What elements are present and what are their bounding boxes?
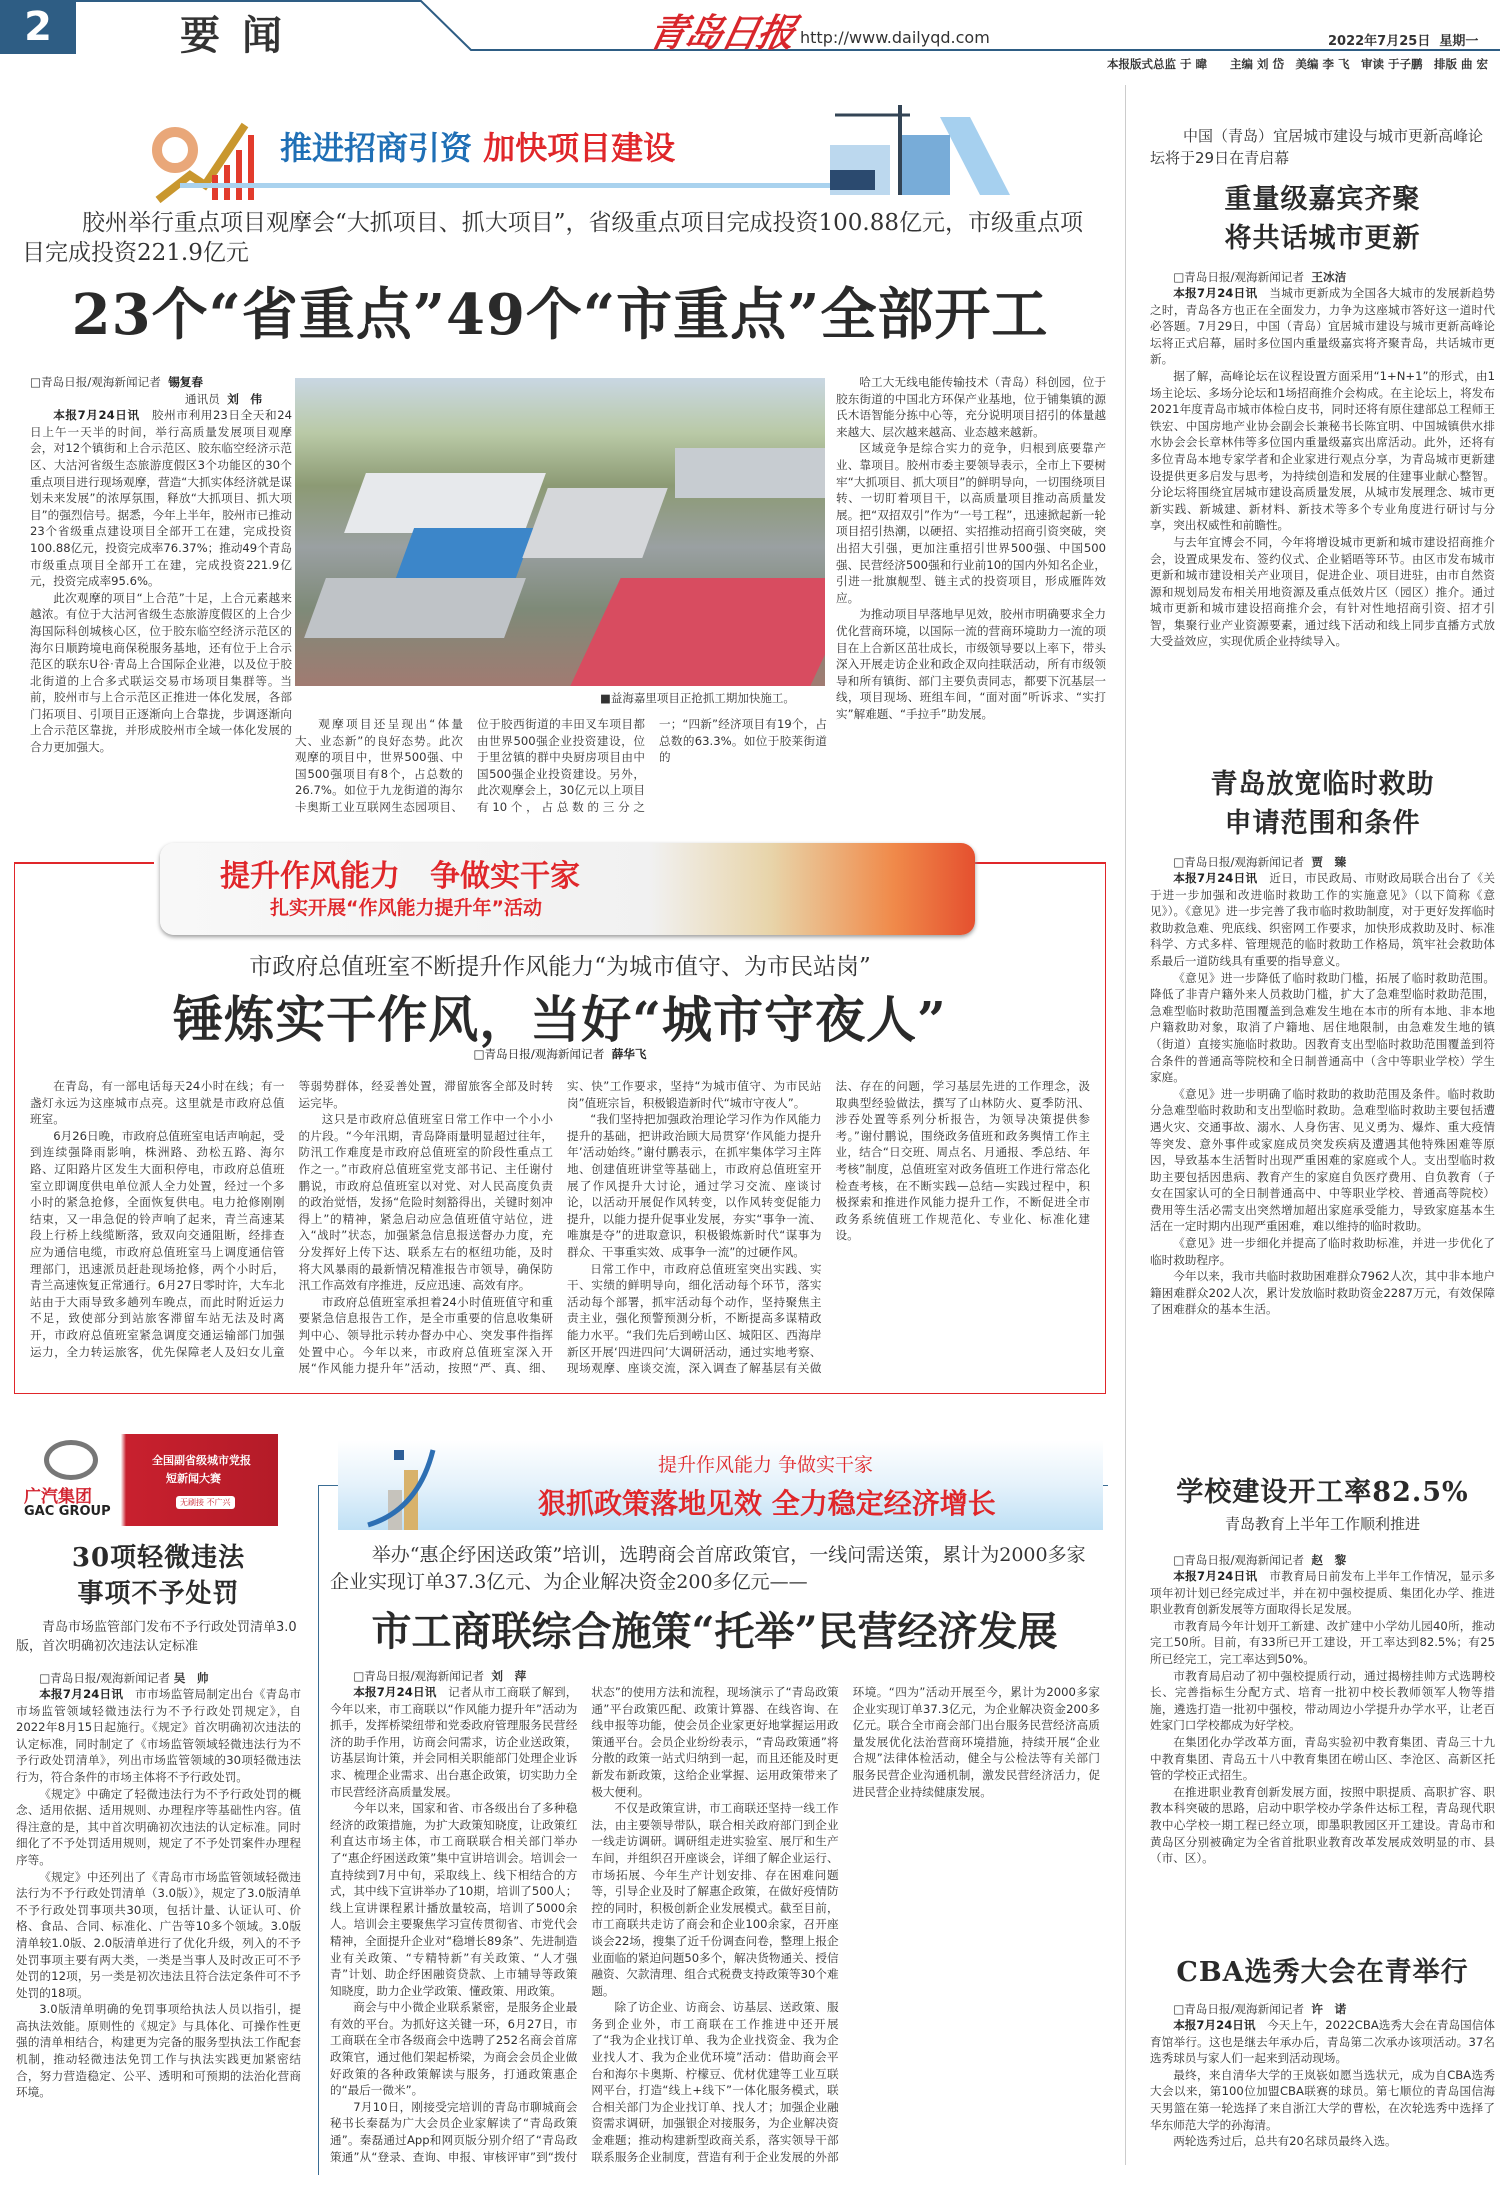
relief-article bbox=[1150, 762, 1495, 1430]
banner-underline bbox=[180, 183, 840, 188]
paragraph-text: 今天上午，2022CBA选秀大会在青岛国信体育馆举行。这也是继去年承办后，青岛第二次承办该项活动。37名选秀球员与家人们一起来到活动现场。 bbox=[1150, 2018, 1495, 2066]
byline-label: □青岛日报/观海新闻记者 bbox=[1173, 855, 1304, 869]
top-banner bbox=[150, 95, 1100, 205]
paragraph-text: 《意见》进一步降低了临时救助门槛，拓展了临时救助范围。降低了非青户籍外来人员救助门槛，扩大了急难型临时救助范围，急难型临时救助范围覆盖到急难发生地在本市的所有本地、非本地户籍救助对象，取消了户籍地、居住地限制，由急难发生地的镇（街道）直接实施临时救助。因教育支出型临时救助范围覆盖到符合条件的普通高等院校和全日制普通高中（含中等职业学校）学生家庭。 bbox=[1150, 970, 1495, 1085]
paragraph bbox=[1150, 2133, 1495, 2150]
education-article bbox=[1150, 1470, 1495, 1938]
paragraph-text: 最终，来自清华大学的王岚嵚如愿当选状元，成为自CBA选秀大会以来，第100位加盟CBA联赛的球员。第七顺位的青岛国信海天男篮在第一轮选择了来自浙江大学的曹松，在次轮选秀中选择了华东师范大学的孙海清。 bbox=[1150, 2067, 1495, 2132]
ad-slogan: 无刷接 不广兴 bbox=[176, 1496, 235, 1509]
paragraph bbox=[16, 1869, 301, 2002]
nightwatch-subtitle: 市政府总值班室不断提升作风能力“为城市值守、为市民站岗” bbox=[249, 954, 871, 980]
photo-caption: ■益海嘉里项目正抢抓工期加快施工。 bbox=[600, 691, 795, 705]
paragraph-text: 除了访企业、访商会、访基层、送政策、服务到企业外，市工商联在工作推进中还开展了“我为企业找订单、我为企业找资金、我为企业找人才、我为企业优环境”活动：借助商会平台和海尔卡奥斯、柠檬豆、优材优建等工业互联网平台，打造“线上+线下”一体化服务模式，联合相关部门为企业找订单、找人才；加强企业融资需求调研，加强银企对接服务，为企业解决资金难题；推动构建新型政商关系，落实领导干部联系服务企业制度，营造有利于企业发展的外部环境。“四为”活动开展至今，累计为2000多家企业实现订单37.3亿元，为企业解决资金200多亿元。联合全市商会部门出台服务民营经济高质量发展优化法治营商环境措施，持续开展“企业合规”法律体检活动，健全与公检法等有关部门服务民营企业沟通机制，激发民营经济活力，促进民营企业持续健康发展。 bbox=[591, 1685, 1100, 2164]
paragraph bbox=[1150, 285, 1495, 368]
paragraph bbox=[1150, 1235, 1495, 1268]
federation-body-wrap bbox=[330, 1668, 1100, 2173]
forum-kicker: 中国（青岛）宜居城市建设与城市更新高峰论坛将于29日在青启幕 bbox=[1150, 127, 1484, 167]
byline-author: 薛华飞 bbox=[611, 1047, 647, 1061]
byline-author-2: 刘 伟 bbox=[227, 391, 262, 406]
article-body bbox=[1150, 870, 1495, 1318]
cba-article bbox=[1150, 1950, 1495, 2150]
paragraph-text: 在青岛，有一部电话每天24小时在线；有一盏灯永远为这座城市点亮。这里就是市政府总值班室。 bbox=[30, 1079, 285, 1127]
federation-divider bbox=[318, 1485, 319, 2175]
paragraph bbox=[1150, 2017, 1495, 2067]
ad-brand-en: GAC GROUP bbox=[24, 1504, 111, 1519]
paragraph-text: 胶州市利用23日全天和24日上午一天半的时间，举行高质量发展项目观摩会，对12个镇街和上合示范区、胶东临空经济示范区、大沽河省级生态旅游度假区3个功能区的30个重点项目进行现场观摩，营造“大抓实体经济就是谋划未来发展”的浓厚氛围，释放“大抓项目、抓大项目”的强烈信号。据悉，今年上半年，胶州市已推动23个省级重点建设项目全部开工在建，完成投资100.88亿元，投资完成率76.37%；推动49个青岛市级重点项目全部开工在建，完成投资221.9亿元，投资完成率95.6%。 bbox=[30, 408, 292, 589]
nightwatch-body bbox=[30, 1078, 1090, 1384]
paragraph bbox=[30, 590, 292, 756]
article-body bbox=[330, 1684, 1100, 2172]
education-headline: 学校建设开工率82.5% bbox=[1176, 1477, 1469, 1508]
cba-headline: CBA选秀大会在青举行 bbox=[1176, 1957, 1469, 1988]
main-headline: 23个“省重点”49个“市重点”全部开工 bbox=[71, 282, 1049, 348]
byline-author: 许 诺 bbox=[1311, 2002, 1347, 2016]
byline-author: 锡复春 bbox=[168, 375, 203, 389]
paragraph bbox=[1150, 970, 1495, 1086]
editorial-credits: 本报版式总监 于 暐 主编 刘 岱 美编 李 飞 审读 于子鹏 排版 曲 宏 bbox=[1106, 57, 1488, 71]
relief-headline-line1: 青岛放宽临时救助 bbox=[1210, 769, 1435, 800]
byline-author: 刘 萍 bbox=[491, 1669, 527, 1683]
paragraph-text: 今年以来，我市共临时救助困难群众7962人次，其中非本地户籍困难群众202人次，累计发放临时救助资金2287万元，有效保障了困难群众的基本生活。 bbox=[1150, 1269, 1495, 1317]
dateline: 本报7月24日讯 bbox=[1173, 286, 1258, 300]
website-url: http://www.dailyqd.com bbox=[800, 28, 990, 47]
dateline: 本报7月24日讯 bbox=[53, 408, 140, 423]
article-body bbox=[1150, 2017, 1495, 2150]
gac-ad-banner[interactable] bbox=[16, 1434, 278, 1526]
paragraph-text: 日常工作中，市政府总值班室突出实践、实干、实绩的鲜明导向，细化活动每个环节，落实活动每个部署，抓牢活动每个动作，坚持聚焦主责主业，强化预警预测分析，不断提高多谋精政能力水平。“我们先后到崂山区、城阳区、西海岸新区开展‘四进四问’大调研活动，通过实地考察、现场观摩、座谈交流，深入调查了解基层有关做法、存在的问题，学习基层先进的工作理念，汲取典型经验做法，撰写了山林防火、夏季防汛、涉吞处置等系列分析报告，为领导决策提供参考。”谢付鹏说，围绕政务值班和政务舆情工作主业，结合“日交班、周点名、月通报、季总结、年考核”制度，总值班室对政务值班工作进行常态化检查考核，在不断实践—总结—实践过程中，积极探索和推进作风能力提升工作，不断促进全市政务系统值班工作规范化、专业化、标准化建设。 bbox=[567, 1079, 1090, 1376]
paragraph bbox=[1150, 1568, 1495, 1618]
nightwatch-banner bbox=[160, 843, 975, 935]
article-body bbox=[836, 374, 1106, 722]
paragraph-text: 哈工大无线电能传输技术（青岛）科创园，位于胶东街道的中国北方环保产业基地，位于铺集镇的源氏木语智能分拣中心等，充分说明项目招引的体量越来越大、层次越来越高、业态越来越新。 bbox=[836, 375, 1106, 439]
byline-author: 王冰洁 bbox=[1311, 270, 1347, 284]
banner-right-text: 加快项目建设 bbox=[483, 129, 676, 167]
federation-headline: 市工商联综合施策“托举”民营经济发展 bbox=[371, 1608, 1058, 1655]
paragraph-text: 商会与中小微企业联系紧密，是服务企业最有效的平台。为抓好这关键一环，6月27日，市工商联在全市各级商会中选聘了252名商会首席政策官，通过他们架起桥梁，为商会会员企业做好政策的各种政策解读与服务，打通政策惠企的“最后一微米”。 bbox=[330, 2000, 578, 2098]
federation-banner-top: 提升作风能力 争做实干家 bbox=[658, 1454, 874, 1476]
banner-left-text: 推进招商引资 bbox=[280, 129, 473, 167]
byline-label: □青岛日报/观海新闻记者 bbox=[30, 375, 161, 389]
penalty-article bbox=[16, 1540, 301, 2186]
paragraph bbox=[1150, 368, 1495, 534]
coins-growth-icon bbox=[338, 1440, 438, 1530]
paragraph-text: 为推动项目早落地早见效，胶州市明确要求全力优化营商环境，以国际一流的营商环境助力一流的项目在上合新区茁壮成长，市级领导要以上率下，带头深入开展走访企业和政企双向挂联活动，所有市级领导和所有镇街、部门主要负责同志，都要下沉基层一线，项目现场、班组车间，“面对面”听诉求、“实打实”解难题、“手拉手”助发展。 bbox=[836, 607, 1106, 721]
paragraph-text: 《规定》中确定了轻微违法行为不予行政处罚的概念、适用依据、适用规则、办理程序等基础性内容。值得注意的是，其中首次明确初次违法的认定标准。同时细化了不予处罚适用规则，规定了不予处罚案件办理程序等。 bbox=[16, 1786, 301, 1867]
byline-author: 赵 黎 bbox=[1311, 1553, 1347, 1567]
article-body bbox=[30, 1078, 1090, 1384]
ad-line1: 全国副省级城市党报 bbox=[152, 1454, 251, 1467]
paragraph bbox=[567, 1111, 822, 1260]
paragraph bbox=[1150, 2067, 1495, 2133]
paragraph bbox=[836, 374, 1106, 440]
relief-headline-line2: 申请范围和条件 bbox=[1224, 808, 1421, 839]
paragraph-text: 两轮选秀过后，总共有20名球员最终入选。 bbox=[1173, 2134, 1397, 2149]
paragraph bbox=[295, 716, 827, 816]
byline-label: □青岛日报/观海新闻记者 bbox=[1173, 1553, 1304, 1567]
paragraph-text: 观摩项目还呈现出“体量大、业态新”的良好态势。此次观摩的项目中，世界500强、中国500强项目有8个，占总数的26.7%。如位于九龙街道的海尔卡奥斯工业互联网生态园项目、位于胶西街道的丰田叉车项目都由世界500强企业投资建设，位于里岔镇的群中央厨房项目由中国500强企业投资建设。另外，此次观摩会上，30亿元以上项目有10个，占总数的三分之一；“四新”经济项目有19个，占总数的63.3%。如位于胶莱街道的 bbox=[295, 717, 827, 814]
paragraph bbox=[591, 1800, 838, 1999]
paragraph bbox=[330, 1800, 577, 1999]
dateline: 本报7月24日讯 bbox=[353, 1685, 437, 1699]
paragraph-text: 《规定》中还列出了《青岛市市场监管领域轻微违法行为不予行政处罚清单（3.0版）》，规定了3.0版清单不予行政处罚事项共30项，包括计量、认证认可、价格、食品、合同、标准化、广告等10多个领域。3.0版清单较1.0版、2.0版清单进行了优化升级，列入的不予处罚事项主要有两大类，一类是当事人及时改正可不予处罚的12项，另一类是初次违法且符合法定条件可不予处罚的18项。 bbox=[16, 1869, 301, 2000]
paragraph bbox=[1150, 1268, 1495, 1318]
paragraph bbox=[1150, 1668, 1495, 1734]
paragraph-text: 市市场监管局制定出台《青岛市市场监管领域轻微违法行为不予行政处罚规定》，自2022年8月15日起施行。《规定》首次明确初次违法的认定标准，同时制定了《市场监管领域轻微违法行为不予行政处罚清单》，列出市场监管领域的30项轻微违法行为，符合条件的市场主体将不予行政处罚。 bbox=[16, 1687, 301, 1784]
paragraph bbox=[1150, 534, 1495, 650]
right-column-divider bbox=[1125, 85, 1126, 2165]
ad-line2: 短新闻大赛 bbox=[166, 1472, 221, 1485]
issue-date bbox=[1328, 30, 1478, 49]
paragraph-text: 市教育局今年计划开工新建、改扩建中小学幼儿园40所，推动完工50所。目前，有33所已开工建设，开工率达到82.5%；有25所已经完工，完工率达到50%。 bbox=[1150, 1618, 1495, 1666]
paragraph bbox=[16, 1686, 301, 1786]
paragraph-text: 区域竞争是综合实力的竞争，归根到底要靠产业、靠项目。胶州市委主要领导表示，全市上下要树牢“大抓项目、抓大项目”的鲜明导向，一切围绕项目转、一切盯着项目干，以高质量项目推动高质量发展。把“双招双引”作为“一号工程”，迅速掀起新一轮项目招引热潮，以硬招、实招推动招商引资突破，突出招大引强，更加注重招引世界500强、中国500强、民营经济500强和行业前10的国内外知名企业，引进一批旗舰型、链主式的投资项目，形成雁阵效应。 bbox=[836, 441, 1106, 605]
main-subtitle: 胶州举行重点项目观摩会“大抓项目、抓大项目”，省级重点项目完成投资100.88亿元，市级重点项目完成投资221.9亿元 bbox=[22, 210, 1083, 266]
byline-author: 吴 帅 bbox=[173, 1671, 209, 1685]
paragraph-text: 3.0版清单明确的免罚事项给执法人员以指引，提高执法效能。原则性的《规定》与具体化、可操作性更强的清单相结合，构建更为完备的服务型执法工作配套机制，推动轻微违法免罚工作与执法实践更加紧密结合，努力营造稳定、公平、透明和可预期的法治化营商环境。 bbox=[16, 2002, 301, 2100]
paragraph bbox=[330, 1999, 577, 2099]
paragraph bbox=[836, 440, 1106, 606]
paragraph-text: 市教育局日前发布上半年工作情况，显示多项年初计划已经完成过半，并在初中强校提质、集团化办学、推进职业教育创新发展等方面取得长足发展。 bbox=[1150, 1569, 1495, 1617]
paragraph bbox=[16, 2001, 301, 2101]
paragraph-text: 不仅是政策宣讲，市工商联还坚持一线工作法，由主要领导带队，联合相关政府部门到企业一线走访调研。调研组走进实验室、展厅和生产车间，并组织召开座谈会，详细了解企业运行、市场拓展、今年生产计划安排、存在困难问题等，引导企业及时了解惠企政策，在做好疫情防控的同时，积极创新企业发展模式。截至目前，市工商联共走访了商会和企业100余家，召开座谈会22场，搜集了近千份调查问卷，整理上报企业面临的紧迫问题50多个，解决货物通关、授信融资、欠款清理、组合式税费支持政策等30个难题。 bbox=[591, 1801, 839, 1998]
nightwatch-box-top-right bbox=[975, 862, 1106, 864]
federation-body bbox=[330, 1684, 1100, 2172]
paragraph-text: 这只是市政府总值班室日常工作中一个小小的片段。“今年汛期，青岛降雨量明显超过往年，防汛工作难度是市政府总值班室的阶段性重点工作之一。”市政府总值班室党支部书记、主任谢付鹏说，市政府总值班室以对党、对人民高度负责的政治觉悟，发扬“危险时刻豁得出，关键时刻冲得上”的精神，紧急启动应急值班值守站位，进入“战时”状态，加强紧急信息报送督办力度，充分发挥好上传下达、联系左右的枢纽功能，及时将大风暴雨的最新情况精准报告市领导，确保防汛工作高效有序推进，反应迅速、高效有序。 bbox=[298, 1112, 553, 1293]
paragraph-text: 在集团化办学改革方面，青岛实验初中教育集团、青岛三十九中教育集团、青岛五十八中教育集团在崂山区、李沧区、高新区托管的学校正式招生。 bbox=[1150, 1734, 1495, 1783]
dateline: 本报7月24日讯 bbox=[1173, 871, 1258, 885]
paragraph-text: 市教育局启动了初中强校提质行动，通过揭榜挂帅方式选聘校长、完善指标生分配方式、培育一批初中校长教师领军人物等措施，遴选打造一批初中强校，带动周边小学提升办学水平，让老百姓家门口学校都成为好学校。 bbox=[1150, 1668, 1495, 1733]
paragraph bbox=[1150, 870, 1495, 970]
byline-label: □青岛日报/观海新闻记者 bbox=[473, 1047, 605, 1061]
section-name: 要闻 bbox=[180, 12, 304, 59]
paragraph-text: 近日，市民政局、市财政局联合出台了《关于进一步加强和改进临时救助工作的实施意见》（以下简称《意见》）。《意见》进一步完善了我市临时救助制度，对于更好发挥临时救助救急难、兜底线、织密网工作要求，加快形成救助及时、标准科学、方式多样、管理规范的临时救助工作格局，筑牢社会救助体系最后一道防线具有重要的指导意义。 bbox=[1150, 871, 1495, 968]
paragraph bbox=[1150, 1784, 1495, 1867]
nightwatch-byline bbox=[14, 1046, 1106, 1062]
paragraph-text: 据了解，高峰论坛在议程设置方面采用“1+N+1”的形式，由1场主论坛、多场分论坛和1场招商推介会构成。在主论坛上，将发布2021年度青岛市城市体检白皮书，同时还将有原住建部总工程师王铁宏、中国房地产业协会副会长兼秘书长陈宜明、中国城镇供水排水协会会长章林伟等多位国内重量级嘉宾出席活动。此外，还将有多位青岛本地专家学者和企业家进行观点分享，为青岛城市更新建设提供更多启发与思考，为持续创造和发展的住建事业献心整智。分论坛将围绕宜居城市建设高质量发展，从城市发展理念、城市更新实践、新城建、新材料、新技术等多个专业角度进行研讨与分享，突出权威性和前瞻性。 bbox=[1150, 368, 1495, 533]
federation-subtitle: 举办“惠企纾困送政策”培训，选聘商会首席政策官，一线问需送策，累计为2000多家企业实现订单37.3亿元、为企业解决资金200多亿元—— bbox=[330, 1544, 1086, 1593]
paragraph-text: 市政府总值班室承担着24小时值班值守和重要紧急信息报告工作，是全市重要的信息收集研判中心、领导批示转办督办中心、突发事件指挥处置中心。今年以来，市政府总值班室深入开展“作风能力提升年”活动，按照“严、真、细、实、快”工作要求，坚持“为城市值守、为市民站岗”值班宗旨，积极锻造新时代“城市守夜人”。 bbox=[298, 1079, 822, 1376]
paragraph-text: 在推进职业教育创新发展方面，按照中职提质、高职扩容、职教本科突破的思路，启动中职学校办学条件达标工程，青岛现代职教中心学校一期工程已经立项，即墨职教园区开工建设。青岛市和黄岛区分别被确定为全省首批职业教育改革发展成效明显的市、县（市、区）。 bbox=[1150, 1784, 1495, 1866]
paragraph-text: 当城市更新成为全国各大城市的发展新趋势之时，青岛各方也正在全面发力，力争为这座城市答好这一道时代必答题。7月29日，中国（青岛）宜居城市建设与城市更新高峰论坛将正式启幕，届时多位国内重量级嘉宾将齐聚青岛，共话城市更新。 bbox=[1150, 286, 1495, 367]
page-number-badge: 2 bbox=[0, 0, 76, 54]
main-article-right-column bbox=[836, 374, 1106, 814]
paragraph bbox=[1150, 1086, 1495, 1235]
paragraph-text: 《意见》进一步明确了临时救助的救助范围及条件。临时救助分急难型临时救助和支出型临时救助。急难型临时救助主要包括遭遇火灾、交通事故、溺水、人身伤害、见义勇为、爆炸、重大疫情等突发、意外事件或家庭成员突发疾病及遭遇其他特殊困难等原因，导致基本生活暂时出现严重困难的家庭或个人。支出型临时救助主要包括因患病、教育产生的家庭自负医疗费用、自负教育（子女在国家认可的全日制普通高中、中等职业学校、普通高等院校）费用等生活必需支出突然增加超出家庭承受能力，导致家庭基本生活在一定时期内出现严重困难，难以维持的临时救助。 bbox=[1150, 1086, 1495, 1234]
main-article-left-column bbox=[30, 374, 292, 814]
construction-crane-icon bbox=[800, 95, 1020, 205]
forum-article bbox=[1150, 125, 1495, 755]
forum-headline-line2: 将共话城市更新 bbox=[1224, 223, 1421, 254]
main-article-mid-columns bbox=[295, 716, 827, 816]
newspaper-logo: 青岛日报 bbox=[644, 10, 799, 55]
nightwatch-headline: 锤炼实干作风，当好“城市守夜人” bbox=[173, 990, 947, 1049]
banner-subtitle: 扎实开展“作风能力提升年”活动 bbox=[270, 897, 542, 919]
byline-label: □青岛日报/观海新闻记者 bbox=[1173, 2002, 1304, 2016]
gac-logo-icon bbox=[44, 1440, 98, 1480]
project-site-photo bbox=[295, 378, 825, 686]
article-body bbox=[30, 407, 292, 755]
penalty-headline-line2: 事项不予处罚 bbox=[77, 1579, 240, 1609]
paragraph-text: 7月10日，刚接受完培训的青岛市聊城商会秘书长秦磊为广大会员企业家解读了“青岛政策通”。秦磊通过App和网页版分别介绍了“青岛政策通”从“登录、查询、申报、审核评审”到“拨付状态”的使用方法和流程，现场演示了“青岛政策通”平台政策匹配、政策计算器、在线咨询、在线申报等功能，使会员企业家更好地掌握运用政策通平台。会员企业纷纷表示，“青岛政策通”将分散的政策一站式归纳到一起，而且还能及时更新发布新政策，这给企业掌握、运用政策带来了极大便利。 bbox=[330, 1685, 839, 2164]
paragraph-text: 此次观摩的项目“上合范”十足，上合元素越来越浓。有位于大沽河省级生态旅游度假区的上合少海国际科创城核心区，位于胶东临空经济示范区的海尔日顺跨境电商保税服务基地，还有位于上合示范区的联东U谷·青岛上合国际企业港，以及位于胶北街道的上合多式联运交易市场项目集群等。当前，胶州市与上合示范区正推进一体化发展，各部门拓项目、引项目正逐渐向上合靠拢，步调逐渐向上合示范区靠拢，并形成胶州市全域一体化发展的合力更加强大。 bbox=[30, 590, 292, 755]
growth-chart-icon bbox=[150, 105, 260, 205]
paragraph bbox=[30, 407, 292, 590]
dateline: 本报7月24日讯 bbox=[39, 1687, 124, 1701]
paragraph-text: 今年以来，国家和省、市各级出台了多种稳经济的政策措施，为扩大政策知晓度，让政策红利直达市场主体，市工商联联合相关部门举办了“惠企纾困送政策”集中宣讲培训会。培训会一直持续到7月中旬，采取线上、线下相结合的方式，其中线下宣讲举办了10期，培训了500人；线上宣讲课程累计播放量较高，培训了5000余人。培训会主要聚焦学习宣传贯彻省、市党代会精神，全面提升企业对“稳增长89条”、先进制造业有关政策、“专精特新”有关政策、“人才强青”计划、助企纾困融资贷款、上市辅导等政策知晓度，助力企业学政策、懂政策、用政策。 bbox=[330, 1801, 578, 1998]
paragraph bbox=[1150, 1734, 1495, 1784]
penalty-subtitle: 青岛市场监管部门发布不予行政处罚清单3.0版，首次明确初次违法认定标准 bbox=[16, 1620, 297, 1654]
ad-brand-cn: 广汽集团 bbox=[24, 1487, 92, 1507]
byline-label: □青岛日报/观海新闻记者 bbox=[39, 1671, 170, 1685]
paragraph bbox=[1150, 1618, 1495, 1668]
nightwatch-box-top-left bbox=[14, 862, 154, 864]
paragraph bbox=[836, 606, 1106, 722]
weekday-text: 星期一 bbox=[1439, 34, 1479, 49]
paragraph-text: 记者从市工商联了解到，今年以来，市工商联以“作风能力提升年”活动为抓手，发挥桥梁纽带和党委政府管理服务民营经济的助手作用，访商会问需求，访企业送政策，访基层询计策，并会同相关职能部门处理企业诉求、梳理企业需求、出台惠企政策，切实助力全市民营经济高质量发展。 bbox=[330, 1685, 578, 1799]
education-subtitle: 青岛教育上半年工作顺利推进 bbox=[1224, 1515, 1420, 1533]
article-body bbox=[295, 716, 827, 816]
byline-author: 贾 臻 bbox=[1311, 855, 1347, 869]
paragraph bbox=[16, 1786, 301, 1869]
banner-title: 提升作风能力 争做实干家 bbox=[220, 859, 580, 894]
federation-banner-main: 狠抓政策落地见效 全力稳定经济增长 bbox=[538, 1487, 996, 1520]
paragraph-text: 6月26日晚，市政府总值班室电话声响起，受到连续强降雨影响，株洲路、劲松五路、海尔路、辽阳路片区发生大面积停电，市政府总值班室立即调度供电单位派人全力处置，经过一个多小时的紧急抢修，全面恢复供电。电力抢修刚刚结束，又一串急促的铃声响了起来，青兰高速某段上行桥上线缆断落，致双向交通阻断，经排查应为通信电缆，市政府总值班室马上调度通信管理部门，迅速派员赶赴现场抢修，两个小时后，青兰高速恢复正常通行。6月27日零时许，大车北站由于大雨导致多趟列车晚点，而此时附近运力不足，致使部分到站旅客滞留车站无法及时离开，市政府总值班室紧急调度交通运输部门加强运力，全力转运旅客，优先保障老人及妇女儿童等弱势群体，经妥善处置，滞留旅客全部及时转运完毕。 bbox=[30, 1079, 553, 1359]
federation-banner bbox=[338, 1440, 1103, 1530]
byline-label: □青岛日报/观海新闻记者 bbox=[1173, 270, 1304, 284]
article-body bbox=[1150, 1568, 1495, 1867]
penalty-headline-line1: 30项轻微违法 bbox=[71, 1543, 246, 1573]
date-text: 2022年7月25日 bbox=[1328, 34, 1431, 49]
article-body bbox=[16, 1686, 301, 2101]
paragraph-text: “我们坚持把加强政治理论学习作为作风能力提升的基础，把讲政治顾大局贯穿‘作风能力提升年’活动始终。”谢付鹏表示，在抓牢集体学习主阵地、创建值班讲堂等基础上，市政府总值班室开展了作风提升大讨论，通过学习交流、座谈讨论，以活动开展促作风转变，以作风转变促能力提升，以能力提升促事业发展，夯实“事争一流、唯旗是夺”的进取意识，积极锻炼新时代“谋事为群众、干事重实效、成事争一流”的过硬作风。 bbox=[567, 1112, 822, 1259]
paragraph-text: 《意见》进一步细化并提高了临时救助标准，并进一步优化了临时救助程序。 bbox=[1150, 1236, 1495, 1267]
paragraph-text: 与去年宜博会不同，今年将增设城市更新和城市建设招商推介会，设置成果发布、签约仪式、企业韬晤等环节。由区市发布城市更新和城市建设相关产业项目，促进企业、项目进驻，由市自然资源和规划局发布相关用地资源及重点低效片区（园区）推介。通过城市更新和城市建设招商推介会，有针对性地招商引资、招才引智，集聚行业产业资源要素，通过线下活动和线上同步直播方式放大受益效应，实现优质企业持续导入。 bbox=[1150, 534, 1495, 649]
dateline: 本报7月24日讯 bbox=[1173, 1569, 1258, 1583]
paragraph bbox=[299, 1111, 554, 1294]
article-body bbox=[1150, 285, 1495, 650]
dateline: 本报7月24日讯 bbox=[1173, 2018, 1256, 2032]
paragraph bbox=[30, 1078, 285, 1128]
paragraph bbox=[330, 1684, 577, 1800]
byline-label: □青岛日报/观海新闻记者 bbox=[353, 1669, 484, 1683]
byline-label-2: 通讯员 bbox=[185, 391, 220, 406]
forum-headline-line1: 重量级嘉宾齐聚 bbox=[1224, 184, 1421, 215]
